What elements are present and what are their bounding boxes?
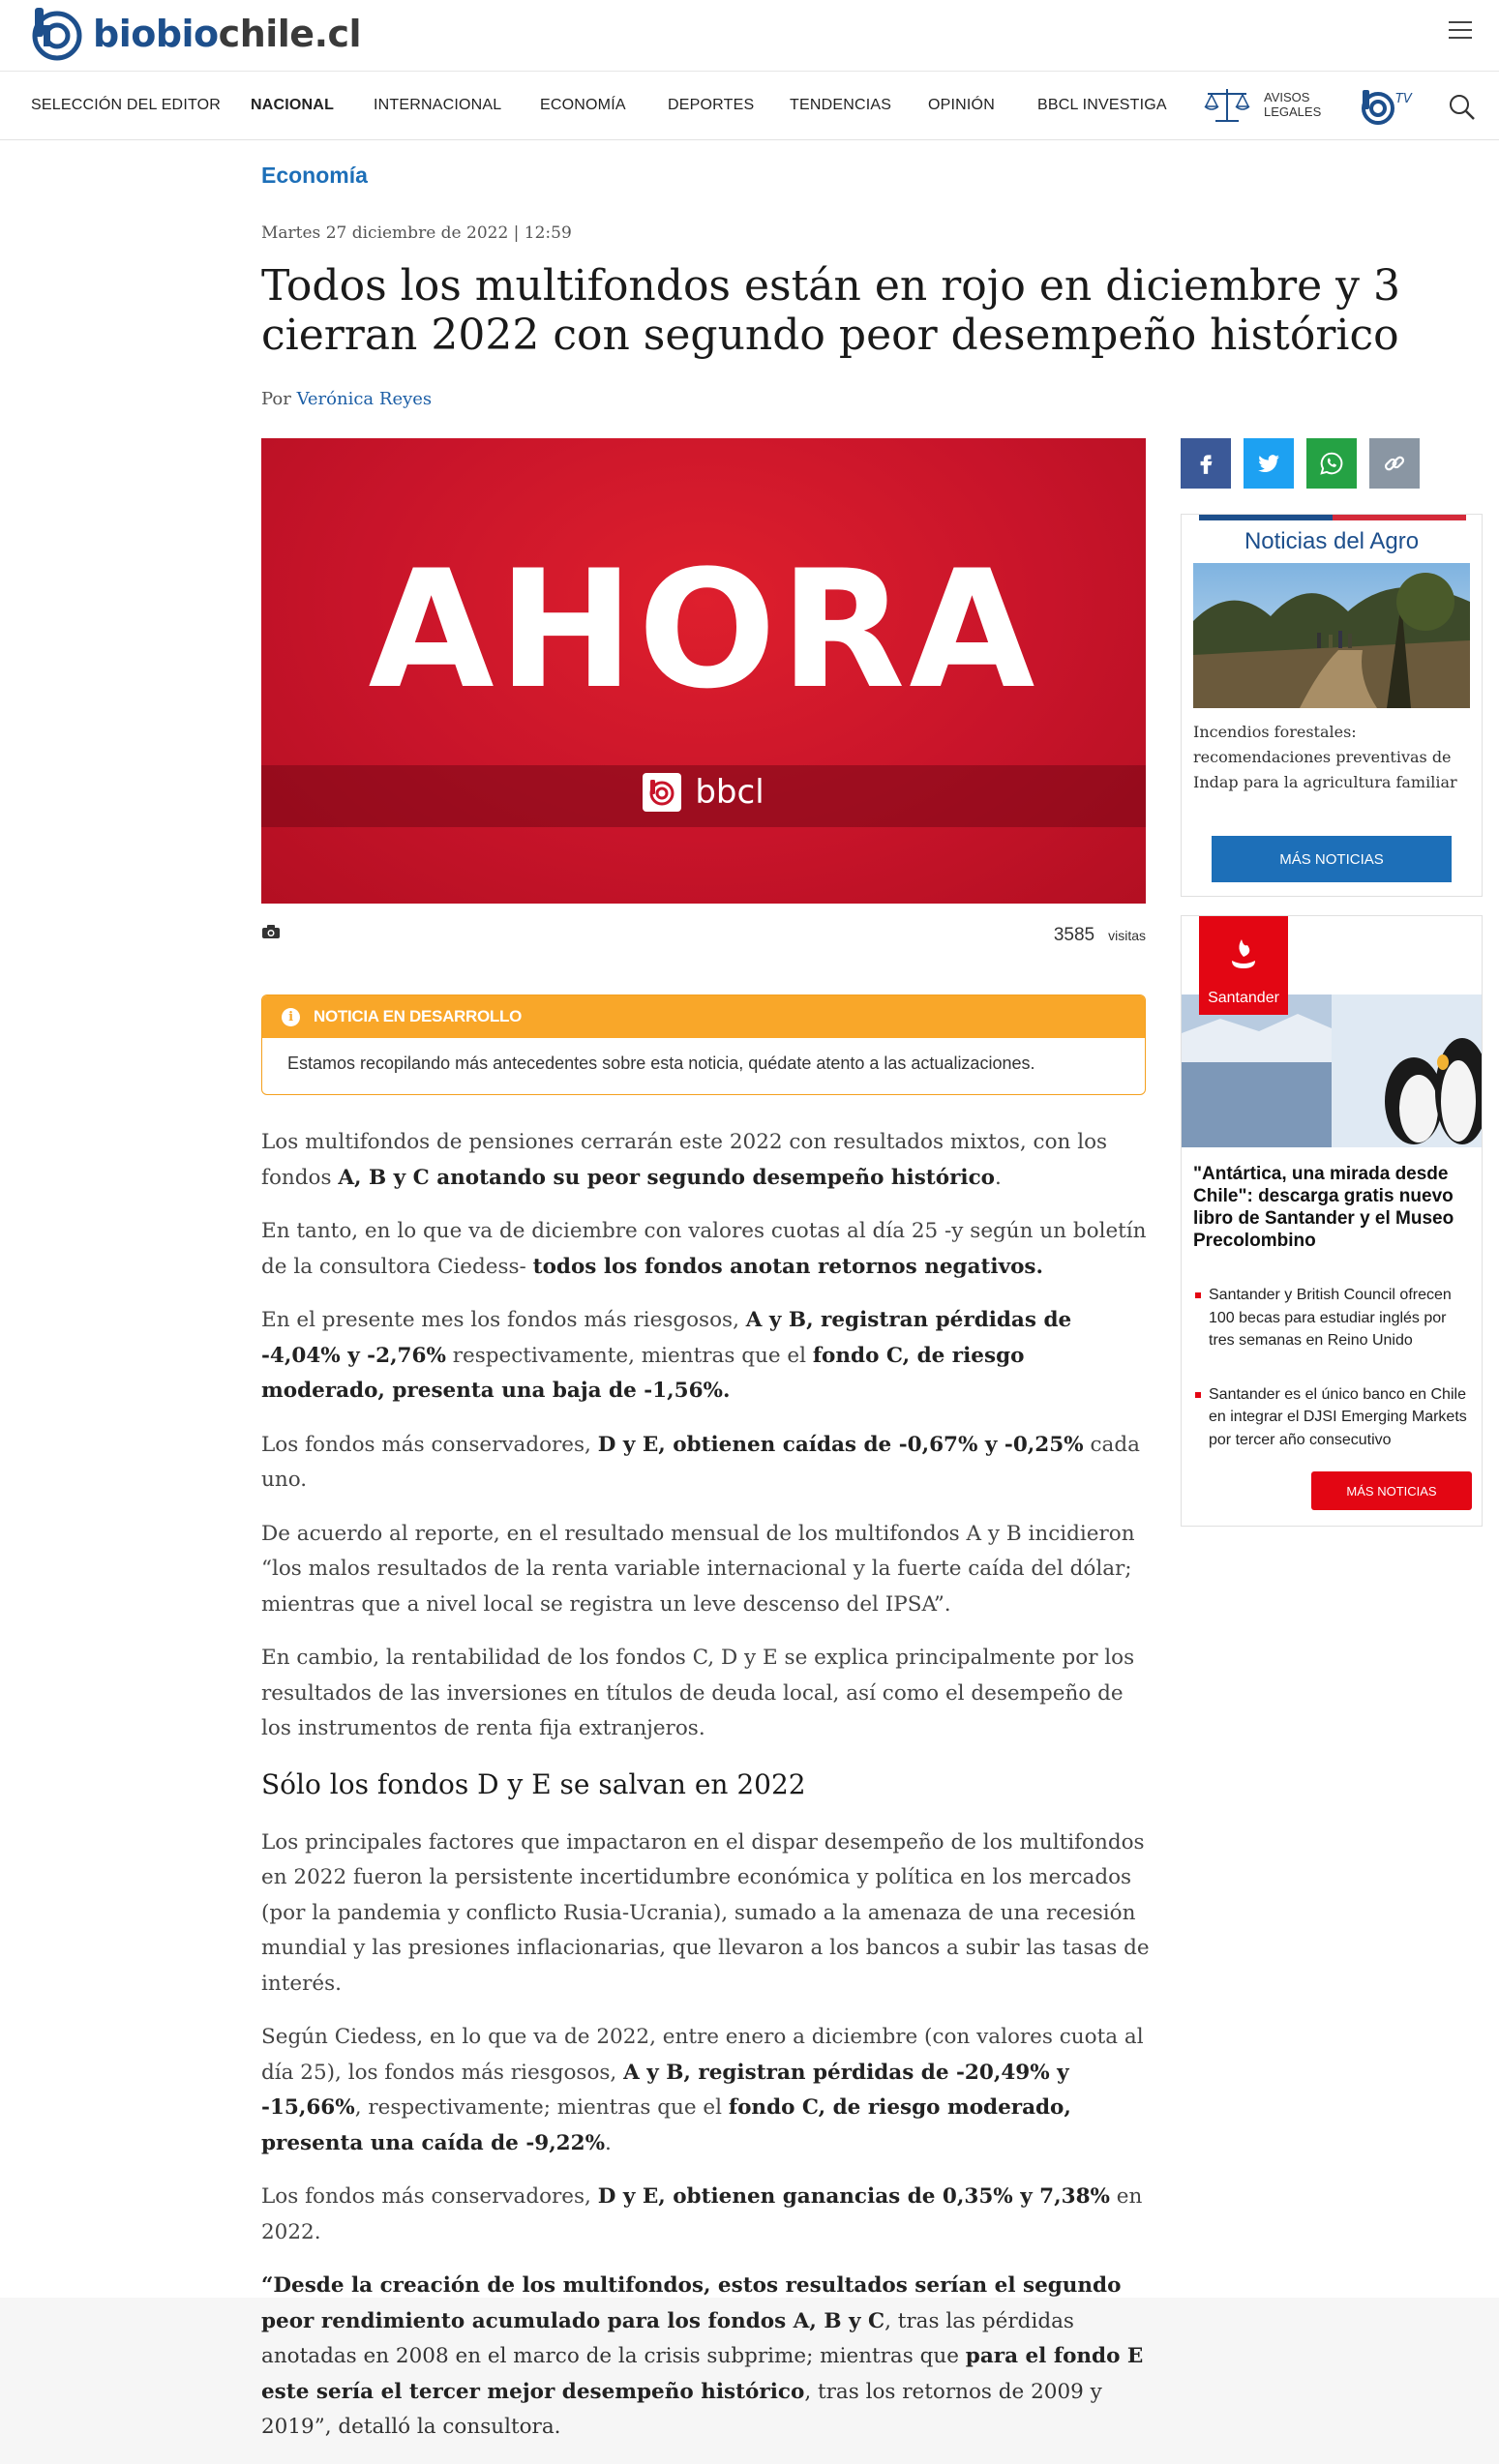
article-body [261,1125,1152,2464]
whatsapp-icon [1319,451,1344,476]
bbcl-logo-icon [643,773,681,812]
nav-item-economia[interactable]: ECONOMÍA [540,97,626,113]
breaking-news-alert [261,995,1146,1095]
paragraph-8 [261,2020,1152,2161]
alert-title: NOTICIA EN DESARROLLO [314,1007,523,1025]
p3-text-2: respectivamente, mientras que el [445,1343,813,1368]
nav-item-opinion[interactable]: OPINIÓN [928,97,995,113]
search-icon[interactable] [1448,93,1477,122]
section-label[interactable]: Economía [261,163,368,188]
nav-item-bbcl-investiga[interactable]: BBCL INVESTIGA [1037,97,1167,113]
paragraph-10 [261,2269,1152,2446]
nav-item-internacional[interactable]: INTERNACIONAL [374,97,502,113]
share-twitter-button[interactable] [1244,438,1294,489]
info-icon: i [282,1008,300,1026]
avisos-legales-link[interactable] [1202,85,1321,124]
paragraph-9 [261,2180,1152,2250]
byline [261,389,432,409]
nav-item-tendencias[interactable]: TENDENCIAS [790,97,892,113]
p10-end: , tras los retornos de 2009 y 2019”, detalló la consultora. [261,2379,1102,2439]
p8-text: Según Ciedess, en lo que va de 2022, entre enero a diciembre (con valores cuota al día 25), los fondos más riesgosos, [261,2025,1144,2085]
hamburger-icon[interactable] [1449,21,1472,41]
santander-news-item[interactable]: Santander es el único banco en Chile en integrar el DJSI Emerging Markets por tercer año consecutivo [1195,1383,1476,1452]
hero-brand [261,773,1146,812]
santander-news-item[interactable]: Santander y British Council ofrecen 100 becas para estudiar inglés por tres semanas en Reino Unido [1195,1284,1476,1352]
agro-accent-bar [1199,515,1466,520]
publish-date: Martes 27 diciembre de 2022 | 12:59 [261,223,572,243]
santander-antarctica-image[interactable] [1182,995,1482,1147]
tv-icon[interactable] [1359,87,1417,126]
paragraph-6: En cambio, la rentabilidad de los fondos C, D y E se explica principalmente por los resultados de las inversiones en títulos de deuda local, así como el desempeño de los instrumentos de renta fija extranjeros. [261,1646,1135,1740]
santander-logo-text: Santander [1208,990,1279,1006]
nav-item-nacional[interactable]: NACIONAL [251,97,335,113]
alert-header [262,995,1145,1038]
avisos-line1: AVISOS [1264,90,1310,104]
p8-bold-1: A y B, registran pérdidas de -20,49% y -15,66% [261,2060,1069,2120]
p9-text: Los fondos más conservadores, [261,2184,598,2209]
logo-text-part2: chile.cl [218,13,362,55]
p10-bold-1: “Desde la creación de los multifondos, estos resultados serían el segundo peor rendimiento acumulado para los fondos A, B y C [261,2273,1122,2333]
main-nav [0,72,1499,140]
link-icon [1382,451,1407,476]
p9-end: en 2022. [261,2184,1143,2244]
paragraph-7: Los principales factores que impactaron en el dispar desempeño de los multifondos en 2022 fueron la persistente incertidumbre económica y política en los mercados (por la pandemia y conflicto Rusia-Ucrania), sumado a la amenaza de una recesión mundial y las presiones inflacionarias, que llevaron a los bancos a subir las tasas de interés. [261,1829,1150,1996]
article-title: Todos los multifondos están en rojo en diciembre y 3 cierran 2022 con segundo peor desempeño histórico [261,261,1400,360]
p4-bold: D y E, obtienen caídas de -0,67% y -0,25% [597,1432,1084,1457]
hero-brand-text: bbcl [695,773,764,812]
logo-mark-icon [31,6,83,62]
p1-text: Los multifondos de pensiones cerrarán este 2022 con resultados mixtos, con los fondos [261,1130,1108,1190]
santander-widget [1181,915,1483,1527]
p1-bold: A, B y C anotando su peor segundo desempeño histórico [338,1165,996,1190]
share-copy-link-button[interactable] [1369,438,1420,489]
santander-flame-icon [1199,916,1288,984]
author-link[interactable]: Verónica Reyes [296,389,433,409]
p4-text: Los fondos más conservadores, [261,1432,598,1457]
logo-text-part1: biobio [93,13,219,55]
share-whatsapp-button[interactable] [1306,438,1357,489]
santander-headline[interactable]: "Antártica, una mirada desde Chile": descarga gratis nuevo libro de Santander y el Museo Precolombino [1193,1164,1454,1251]
p9-bold: D y E, obtienen ganancias de 0,35% y 7,38% [597,2184,1110,2209]
alert-body: Estamos recopilando más antecedentes sobre esta noticia, quédate atento a las actualizaciones. [287,1054,1035,1073]
agro-news-caption[interactable]: Incendios forestales: recomendaciones preventivas de Indap para la agricultura familiar [1193,723,1457,791]
avisos-legales-label [1264,90,1321,119]
p10-bold-2: para el fondo E este sería el tercer mejor desempeño histórico [261,2344,1144,2404]
subheading: Sólo los fondos D y E se salvan en 2022 [261,1767,806,1800]
site-logo[interactable] [31,6,361,62]
p4-end: cada uno. [261,1432,1140,1492]
paragraph-1 [261,1125,1152,1196]
byline-prefix: Por [261,389,291,409]
agro-title[interactable]: Noticias del Agro [1244,528,1420,554]
paragraph-2 [261,1214,1152,1285]
visits-counter [1054,925,1146,946]
agro-news-image[interactable] [1193,563,1470,708]
p10-text: , tras las pérdidas anotadas en 2008 en el marco de la crisis subprime; mientras que [261,2308,1074,2368]
p1-end: . [995,1165,1002,1190]
twitter-icon [1256,451,1281,476]
p3-text: En el presente mes los fondos más riesgosos, [261,1308,746,1332]
p2-text: En tanto, en lo que va de diciembre con valores cuotas al día 25 -y según un boletín de la consultora Ciedess- [261,1219,1147,1279]
p3-bold-2: fondo C, de riesgo moderado, presenta una baja de -1,56%. [261,1343,1025,1403]
logo-text [93,13,361,55]
p3-bold-1: A y B, registran pérdidas de -4,04% y -2,76% [261,1308,1072,1368]
avisos-line2: LEGALES [1264,104,1322,119]
santander-more-news-button[interactable]: MÁS NOTICIAS [1311,1471,1472,1510]
tv-label: TV [1395,92,1412,106]
agro-news-widget [1181,514,1483,897]
santander-news-list [1195,1284,1476,1482]
top-header [0,0,1499,72]
agro-more-news-button[interactable]: MÁS NOTICIAS [1212,836,1452,882]
paragraph-4 [261,1428,1152,1499]
p2-bold: todos los fondos anotan retornos negativos. [532,1254,1044,1279]
paragraph-5: De acuerdo al reporte, en el resultado mensual de los multifondos A y B incidieron “los malos resultados de la renta variable internacional y la fuerte caída del dólar; mientras que a nivel local se registra un leve descenso del IPSA”. [261,1521,1135,1617]
camera-icon[interactable] [261,924,281,939]
share-facebook-button[interactable] [1181,438,1231,489]
hero-image [261,438,1146,904]
hero-word: AHORA [368,535,1039,725]
visits-count: 3585 [1053,925,1095,945]
visits-label: visitas [1108,928,1146,943]
facebook-icon [1193,451,1218,476]
image-meta-row [261,921,1146,950]
paragraph-3 [261,1303,1152,1410]
nav-item-deportes[interactable]: DEPORTES [668,97,755,113]
santander-logo[interactable] [1199,916,1288,1015]
p8-bold-2: fondo C, de riesgo moderado, presenta una caída de -9,22% [261,2095,1071,2155]
p8-text-2: , respectivamente; mientras que el [354,2095,729,2120]
scales-icon [1202,85,1252,124]
p8-end: . [605,2130,612,2155]
nav-item-seleccion[interactable]: SELECCIÓN DEL EDITOR [31,97,222,113]
